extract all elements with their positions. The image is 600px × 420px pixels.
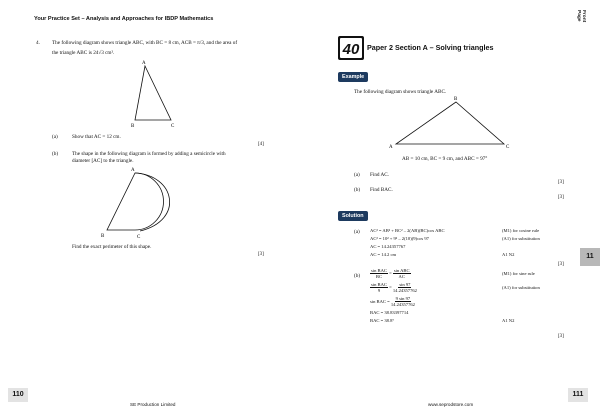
label-a: A — [142, 61, 146, 66]
section-badge-number: 40 — [342, 41, 360, 58]
step-note: (M1) for sine rule — [502, 270, 535, 276]
label-b: B — [131, 124, 135, 129]
question-a-text: Find AC. — [370, 172, 390, 178]
solution-label: Solution — [338, 211, 368, 221]
chapter-side-tab: 11 — [580, 248, 600, 266]
label-c: C — [171, 124, 175, 129]
step-note: (A1) for substitution — [502, 236, 540, 241]
solution-a-block — [370, 228, 580, 258]
step-text: AC² = 10² + 9² – 2(10)(9)cos 97 — [370, 236, 429, 241]
label-c: C — [506, 145, 510, 150]
example-intro: The following diagram shows triangle ABC. — [354, 89, 447, 95]
triangle-diagram-q4 — [105, 58, 190, 133]
step-text: BAC = 38.8° — [370, 318, 395, 323]
frac-numerator: sin 97 — [399, 282, 411, 287]
question-b-label: (b) — [354, 187, 361, 193]
step-note: A1 N2 — [502, 252, 515, 257]
step-text: AC = 14.2 cm — [370, 252, 397, 257]
example-triangle-diagram — [372, 94, 532, 156]
solution-b-block — [370, 268, 580, 324]
question-intro-line-2: the triangle ABC is 24√3 cm². — [52, 50, 115, 56]
step-note: A1 N2 — [502, 318, 515, 323]
example-given: AB = 10 cm, BC = 9 cm, and ABC = 97° — [402, 156, 488, 162]
solution-a-line-3 — [370, 244, 580, 250]
section-title: Paper 2 Section A – Solving triangles — [367, 43, 494, 52]
part-a-label: (a) — [52, 134, 58, 140]
solution-b-line-1: $\frac{\text{sin BAC}}{BC}$ = $\frac{\text{sin ABC}}{AC}$ (M1) for sine rule — [370, 268, 580, 279]
frac-numerator: sin BAC — [371, 268, 387, 273]
page-number-right: 111 — [568, 388, 588, 402]
step-note: (M1) for cosine rule — [502, 228, 540, 233]
semicircle-shape-diagram — [85, 165, 195, 247]
question-b-text: Find BAC. — [370, 187, 393, 193]
step-note — [502, 310, 580, 316]
semicircle-arc — [135, 173, 170, 231]
step-note: (A1) for substitution — [502, 284, 540, 290]
side-header-label: Front Page — [576, 10, 586, 23]
frac-numerator: 9 sin 97 — [395, 296, 411, 301]
footer-left: SE Production Limited — [130, 402, 176, 407]
frac-denominator: 14.24357762 — [392, 288, 417, 293]
solution-b-marks: [3] — [558, 334, 564, 339]
solution-a-label: (a) — [354, 229, 360, 235]
frac-numerator: sin ABC — [393, 268, 410, 273]
step-text: AC = 14.24357767 — [370, 244, 406, 249]
footer-right: www.seprodstore.com — [428, 402, 474, 407]
example-label: Example — [338, 72, 368, 82]
page-number-left: 110 — [8, 388, 28, 402]
part-b-marks: [3] — [258, 252, 264, 257]
frac-denominator: BC — [375, 274, 383, 279]
step-note — [502, 244, 580, 250]
solution-a-line-1 — [370, 228, 580, 234]
triangle-abc-shape — [396, 102, 504, 144]
label-a: A — [389, 145, 393, 150]
part-b-text-line-1: The shape in the following diagram is formed by adding a semicircle with — [72, 151, 226, 157]
solution-a-line-2 — [370, 236, 580, 242]
label-a: A — [131, 168, 135, 173]
question-a-marks: [3] — [558, 180, 564, 185]
shape-outline — [107, 173, 163, 230]
step-text: AC² = AB² + BC² – 2(AB)(BC)cos ABC — [370, 228, 445, 233]
solution-b-label: (b) — [354, 273, 361, 279]
part-a-marks: [4] — [258, 142, 264, 147]
frac-denominator: 14.24357762 — [390, 302, 415, 307]
section-badge-icon — [338, 36, 364, 60]
question-a-label: (a) — [354, 172, 360, 178]
step-text: sin BAC = — [370, 298, 390, 304]
solution-a-marks: [3] — [558, 262, 564, 267]
question-b-marks: [3] — [558, 195, 564, 200]
question-intro-line-1: The following diagram shows triangle ABC, with BC = 8 cm, ACB = π/3, and the area of — [52, 40, 238, 46]
frac-numerator: sin BAC — [371, 282, 387, 287]
part-b-question: Find the exact perimeter of this shape. — [72, 244, 152, 250]
frac-denominator: AC — [398, 274, 405, 279]
triangle-abc-shape — [135, 66, 171, 120]
frac-denominator: 9 — [377, 288, 381, 293]
solution-a-line-4 — [370, 252, 580, 258]
label-c: C — [137, 235, 141, 240]
part-b-label: (b) — [52, 151, 59, 157]
part-b-text-line-2: diameter [AC] to the triangle. — [72, 158, 134, 164]
solution-b-line-3 — [370, 296, 580, 307]
solution-b-line-2: $\frac{\text{sin BAC}}{9}$ = $\frac{\sin 97}{14.24357762}$ (A1) for substitution — [370, 282, 580, 293]
solution-b-line-5 — [370, 318, 580, 324]
part-a-text: Show that AC = 12 cm. — [72, 134, 121, 140]
step-text: BAC = 38.83397714 — [370, 310, 409, 315]
label-b: B — [101, 234, 105, 239]
label-b: B — [454, 97, 458, 102]
running-header: Your Practice Set – Analysis and Approaches for IBDP Mathematics — [34, 16, 214, 22]
solution-b-line-4 — [370, 310, 580, 316]
question-number: 4. — [36, 40, 40, 46]
